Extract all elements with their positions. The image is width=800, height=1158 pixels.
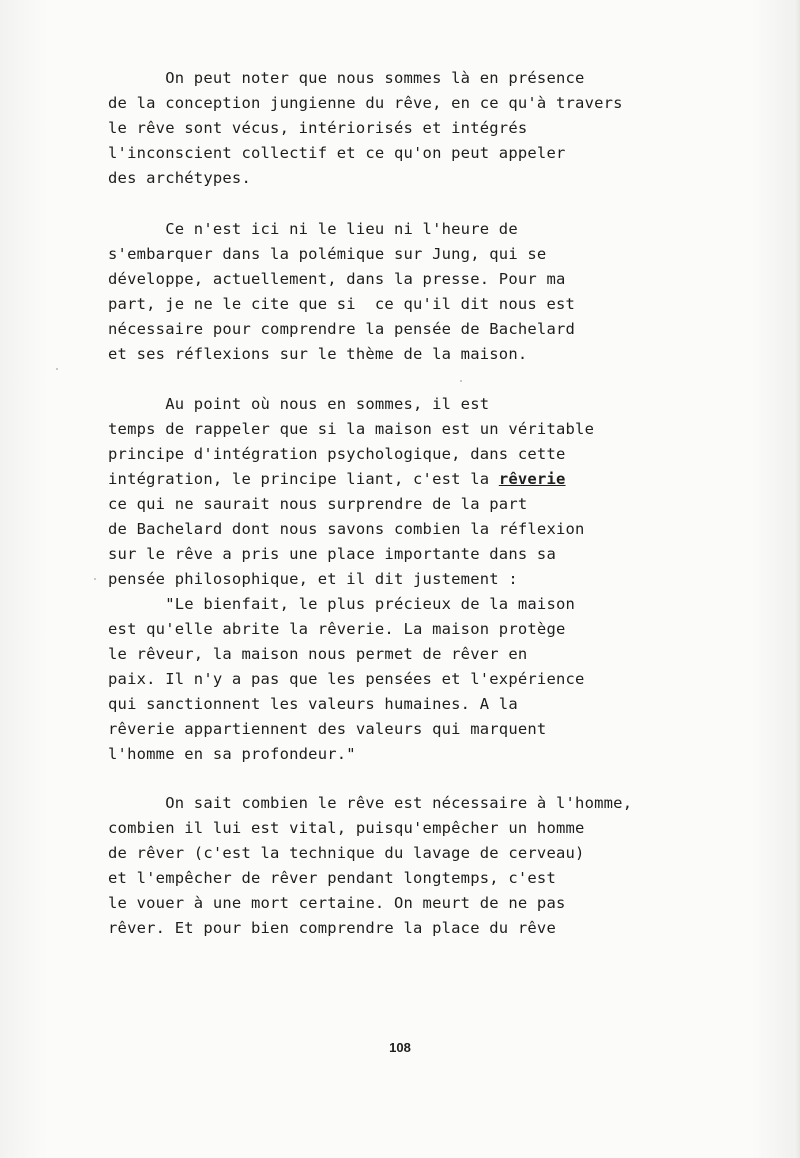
paragraph-1	[108, 66, 668, 191]
text-line: de la conception jungienne du rêve, en ce qu'à travers	[108, 94, 623, 112]
text-line: pensée philosophique, et il dit justement :	[108, 570, 518, 588]
text-line: développe, actuellement, dans la presse. Pour ma	[108, 270, 566, 288]
paper-speck	[56, 368, 58, 370]
quote-line: qui sanctionnent les valeurs humaines. A la	[108, 695, 518, 713]
paragraph-4	[108, 791, 668, 941]
text-line: Au point où nous en sommes, il est	[108, 395, 490, 413]
text-line: et ses réflexions sur le thème de la maison.	[108, 345, 528, 363]
text-line: temps de rappeler que si la maison est un véritable	[108, 420, 595, 438]
quote-line: rêverie appartiennent des valeurs qui marquent	[108, 720, 547, 738]
text-line: part, je ne le cite que si ce qu'il dit nous est	[108, 295, 576, 313]
text-line: s'embarquer dans la polémique sur Jung, qui se	[108, 245, 547, 263]
paragraph-2	[108, 217, 668, 367]
text-segment: intégration, le principe liant, c'est la	[108, 470, 499, 488]
text-line: On sait combien le rêve est nécessaire à l'homme,	[108, 794, 633, 812]
underlined-word: rêverie	[498, 470, 566, 488]
page-number: 108	[389, 1040, 411, 1055]
text-line: principe d'intégration psychologique, dans cette	[108, 445, 566, 463]
quote-line: "Le bienfait, le plus précieux de la maison	[108, 595, 576, 613]
text-line: Ce n'est ici ni le lieu ni l'heure de	[108, 220, 518, 238]
text-line: de Bachelard dont nous savons combien la réflexion	[108, 520, 585, 538]
text-line: de rêver (c'est la technique du lavage de cerveau)	[108, 844, 585, 862]
quote-line: l'homme en sa profondeur."	[108, 745, 356, 763]
text-line: sur le rêve a pris une place importante dans sa	[108, 545, 556, 563]
text-line: des archétypes.	[108, 169, 251, 187]
text-line: le vouer à une mort certaine. On meurt de ne pas	[108, 894, 566, 912]
text-line: combien il lui est vital, puisqu'empêcher un homme	[108, 819, 585, 837]
paragraph-3	[108, 392, 668, 767]
text-line: nécessaire pour comprendre la pensée de Bachelard	[108, 320, 576, 338]
text-line: rêver. Et pour bien comprendre la place du rêve	[108, 919, 556, 937]
quote-line: le rêveur, la maison nous permet de rêver en	[108, 645, 528, 663]
paper-speck	[460, 380, 462, 382]
quote-line: paix. Il n'y a pas que les pensées et l'expérience	[108, 670, 585, 688]
text-line: On peut noter que nous sommes là en présence	[108, 69, 585, 87]
quote-line: est qu'elle abrite la rêverie. La maison protège	[108, 620, 566, 638]
text-line-with-emphasis	[108, 467, 668, 492]
paper-speck	[94, 578, 96, 580]
text-line: le rêve sont vécus, intériorisés et intégrés	[108, 119, 528, 137]
page-edge	[794, 0, 800, 1158]
text-line: l'inconscient collectif et ce qu'on peut appeler	[108, 144, 566, 162]
text-line: ce qui ne saurait nous surprendre de la part	[108, 495, 528, 513]
text-line: et l'empêcher de rêver pendant longtemps, c'est	[108, 869, 556, 887]
